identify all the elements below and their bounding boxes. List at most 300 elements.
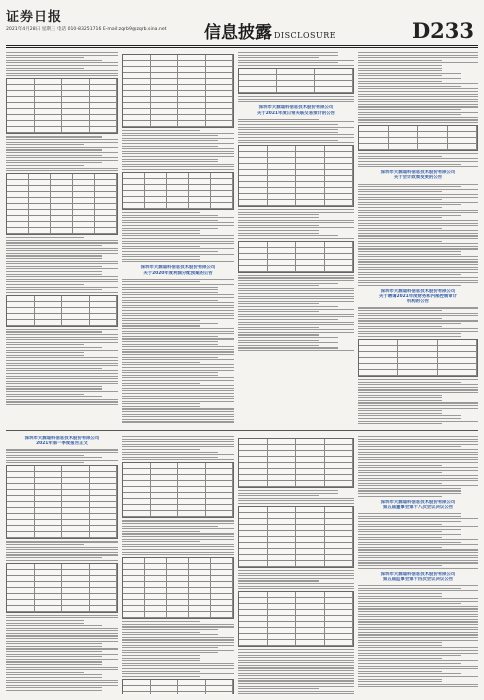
text-line [6,144,84,145]
text-line [358,413,442,414]
text-line [6,381,118,382]
text-line [358,624,478,625]
text-line [122,331,234,332]
text-line [238,301,354,302]
text-line [238,350,354,351]
data-table [6,173,118,235]
text-line [358,117,478,118]
text-line [358,400,442,401]
table-cell [35,127,63,133]
text-line [358,392,478,393]
text-line [6,651,102,652]
table-cell [123,692,151,694]
text-line [358,405,478,406]
text-line [358,318,442,319]
text-line [358,225,478,226]
text-line [122,621,200,622]
text-line [238,495,319,496]
table-cell [277,87,315,93]
text-line [358,202,478,203]
table-cell [268,266,297,272]
data-table [122,172,234,210]
text-line [6,60,102,61]
text-line [358,647,478,648]
text-line [122,671,200,672]
table-cell [239,87,277,93]
text-line [122,414,234,415]
text-line [358,387,478,388]
notice-title-supervisory-resolution: 深圳市天源迪科信息技术股份有限公司 第五届监事会第十四次会议决议公告 [380,571,456,582]
table-cell [35,606,63,612]
text-line [358,109,461,110]
text-line [358,313,478,314]
text-line [358,513,461,514]
text-line [358,598,478,599]
text-line [6,165,84,166]
text-line [122,212,200,213]
text-line [6,685,118,686]
text-line [358,323,461,324]
text-line [358,186,461,187]
text-line [122,673,234,674]
text-line [238,57,319,58]
text-line [358,611,478,612]
table-cell [123,203,145,209]
text-line [6,329,118,330]
text-line [6,57,84,58]
text-line [122,421,234,422]
text-line [122,663,234,664]
text-line [358,235,478,236]
text-line [238,121,354,122]
text-line [122,390,234,391]
text-line [358,158,478,159]
text-line [358,65,442,66]
text-line [122,156,234,157]
table-cell [206,121,234,127]
text-line [238,222,354,223]
text-line [6,620,84,621]
text-line [122,372,218,373]
text-line [6,368,102,369]
text-line [6,339,118,340]
text-line [358,238,478,239]
text-line [358,418,461,419]
table-cell [151,121,179,127]
text-line [6,549,118,550]
data-table [122,462,234,518]
text-line [122,138,234,139]
text-line [358,112,478,113]
table-cell [448,144,478,150]
text-line [358,449,478,450]
text-line [6,342,118,343]
text-line [358,410,442,411]
text-line [122,658,200,659]
text-line [238,134,354,135]
masthead [6,4,478,44]
text-line [122,439,234,440]
data-table [6,465,118,539]
text-line [122,153,234,154]
text-line [6,396,102,397]
table-cell [296,561,325,567]
text-line [358,658,442,659]
text-line [238,209,354,210]
text-line [6,157,118,158]
data-table [358,339,478,377]
text-line [6,266,102,267]
text-line [122,289,218,290]
text-line [6,242,118,243]
text-line [238,142,354,143]
table-cell [90,127,118,133]
text-line [122,380,234,381]
text-line [358,483,442,484]
text-line [358,608,478,609]
text-line [6,623,84,624]
text-line [358,681,442,682]
text-line [6,646,102,647]
text-line [358,465,442,466]
text-line [238,238,354,239]
table-cell [268,640,297,646]
data-table [122,54,234,128]
text-line [358,684,478,685]
text-line [6,552,118,553]
text-line [358,204,461,205]
column-upper-2-body [122,54,234,262]
text-line [238,673,354,674]
text-line [122,261,234,262]
text-line [238,275,354,276]
text-line [358,199,442,200]
text-line [238,680,354,681]
table-cell [178,511,206,517]
text-line [122,650,234,651]
text-line [358,439,478,440]
text-line [122,398,234,399]
text-line [238,660,354,661]
text-line [358,81,442,82]
text-line [6,62,118,63]
text-line [6,669,118,670]
text-line [6,149,102,150]
text-line [122,344,218,345]
text-line [6,399,118,400]
text-line [6,557,102,558]
text-line [358,663,461,664]
text-line [6,255,102,256]
data-table [238,241,354,273]
text-line [358,490,461,491]
text-line [122,320,200,321]
text-line [358,230,478,231]
text-line [122,370,234,371]
text-line [238,324,354,325]
notice-title-related-transactions: 深圳市天源迪科信息技术股份有限公司 关于2021年度日常关联交易预计的公告 [256,105,336,116]
text-line [122,243,234,244]
text-line [238,688,319,689]
text-line [122,133,234,134]
text-line [238,693,354,694]
table-cell [178,121,206,127]
text-line [358,310,442,311]
text-line [238,678,354,679]
text-line [122,222,234,223]
text-line [238,665,354,666]
text-line [122,526,218,527]
text-line [6,250,118,251]
table-cell [95,228,117,234]
text-line [122,629,218,630]
text-line [238,132,338,133]
text-line [238,293,354,294]
table-cell [123,511,151,517]
text-line [238,675,354,676]
text-line [238,588,354,589]
table-cell [62,320,90,326]
column-upper-2 [122,52,234,424]
text-line [122,359,234,360]
column-lower-3 [238,436,354,694]
text-line [358,629,478,630]
text-line [122,333,234,334]
text-line [122,441,234,442]
data-table [358,125,478,151]
text-line [358,402,478,403]
text-line [358,161,478,162]
text-line [6,162,102,163]
text-line [6,674,102,675]
text-line [122,549,234,550]
text-line [122,130,200,131]
table-cell [145,203,167,209]
table-cell [398,370,437,376]
text-line [358,251,461,252]
text-line [238,490,338,491]
text-line [238,235,338,236]
text-line [358,248,478,249]
text-line [122,383,200,384]
text-line [6,274,102,275]
text-line [358,320,478,321]
text-line [122,140,218,141]
text-line [358,315,478,316]
text-line [238,140,338,141]
text-line [238,283,338,284]
text-line [122,647,218,648]
text-line [238,227,354,228]
text-line [6,667,118,668]
table-cell [189,203,211,209]
text-line [6,268,118,269]
text-line [358,57,478,58]
text-line [358,104,478,105]
text-line [122,401,234,402]
column-upper-1 [6,52,118,424]
text-line [358,524,442,525]
text-line [238,683,354,684]
text-line [6,357,118,358]
text-line [6,245,102,246]
text-line [358,389,478,390]
table-cell [151,692,179,694]
text-line [6,449,118,450]
text-line [358,336,461,337]
text-line [6,677,102,678]
text-line [238,319,338,320]
text-line [238,657,354,658]
text-line [122,408,234,409]
text-line [238,314,354,315]
text-line [6,690,102,691]
text-line [358,228,442,229]
table-cell [73,228,95,234]
text-line [122,225,234,226]
text-line [358,671,442,672]
text-line [358,261,478,262]
text-line [122,520,234,521]
text-line [122,254,234,255]
text-line [238,280,354,281]
text-line [238,285,319,286]
text-line [238,662,354,663]
text-line [358,668,478,669]
text-line [358,264,478,265]
text-line [122,238,234,239]
text-line [122,660,200,661]
table-cell [145,612,167,618]
text-line [6,378,118,379]
text-line [122,444,234,445]
text-line [238,655,354,656]
text-line [358,565,442,566]
text-line [122,323,218,324]
text-line [238,101,354,102]
text-line [6,391,118,392]
text-line [238,127,354,128]
text-line [238,124,338,125]
text-line [122,161,218,162]
text-line [358,470,478,471]
text-line [6,643,102,644]
text-line [6,168,118,169]
text-line [122,318,234,319]
text-line [358,454,478,455]
text-line [238,298,354,299]
text-line [122,328,234,329]
text-line [358,86,461,87]
text-line [6,70,118,71]
text-line [6,284,84,285]
table-cell [239,481,268,487]
table-cell [90,606,118,612]
text-line [6,68,84,69]
text-line [238,667,354,668]
text-line [358,191,442,192]
column-upper-4 [358,52,478,424]
text-line [122,287,218,288]
text-line [122,533,234,534]
text-line [358,518,478,519]
text-line [122,554,234,555]
text-line [358,593,442,594]
table-cell [296,481,325,487]
table-cell [151,511,179,517]
text-line [238,493,338,494]
text-line [358,645,442,646]
text-line [358,560,478,561]
table-cell [418,144,448,150]
text-line [6,155,102,156]
text-line [122,256,200,257]
text-line [238,503,354,504]
text-line [358,189,478,190]
text-line [358,603,461,604]
text-line [238,337,338,338]
text-line [6,55,118,56]
text-line [358,467,478,468]
text-line [6,383,118,384]
text-line [122,148,234,149]
text-line [358,521,461,522]
text-line [6,641,118,642]
text-line [122,544,234,545]
text-line [358,421,478,422]
text-line [238,580,319,581]
text-line [122,159,218,160]
text-line [122,645,234,646]
text-line [122,539,234,540]
text-line [122,325,200,326]
text-line [358,627,478,628]
table-cell [62,532,90,538]
text-line [6,248,118,249]
text-line [358,328,478,329]
text-line [358,256,478,257]
text-line [122,217,234,218]
text-line [238,60,354,61]
issue-info: 2021年4月28日 星期三 电话 010-83251716 E-mail:zqrb9@zqrb.sina.net [6,27,167,32]
text-line [358,274,461,275]
text-line [358,153,478,154]
text-line [358,166,478,167]
data-table [238,438,354,488]
text-line [6,404,118,405]
data-table [6,78,118,134]
table-cell [268,481,297,487]
table-cell [325,200,354,206]
text-line [6,654,118,655]
text-line [358,75,442,76]
data-table [122,557,234,619]
text-line [122,411,234,412]
text-line [358,210,478,211]
text-line [122,305,234,306]
text-line [122,452,218,453]
text-line [122,284,234,285]
text-line [122,531,200,532]
text-line [358,496,442,497]
table-cell [167,203,189,209]
notice-title-profit-distribution: 深圳市天源迪科信息技术股份有限公司 关于2020年度利润分配预案的公告 [140,265,216,276]
text-line [122,436,234,437]
text-line [238,334,319,335]
text-line [6,661,102,662]
text-line [122,235,234,236]
text-line [122,406,200,407]
